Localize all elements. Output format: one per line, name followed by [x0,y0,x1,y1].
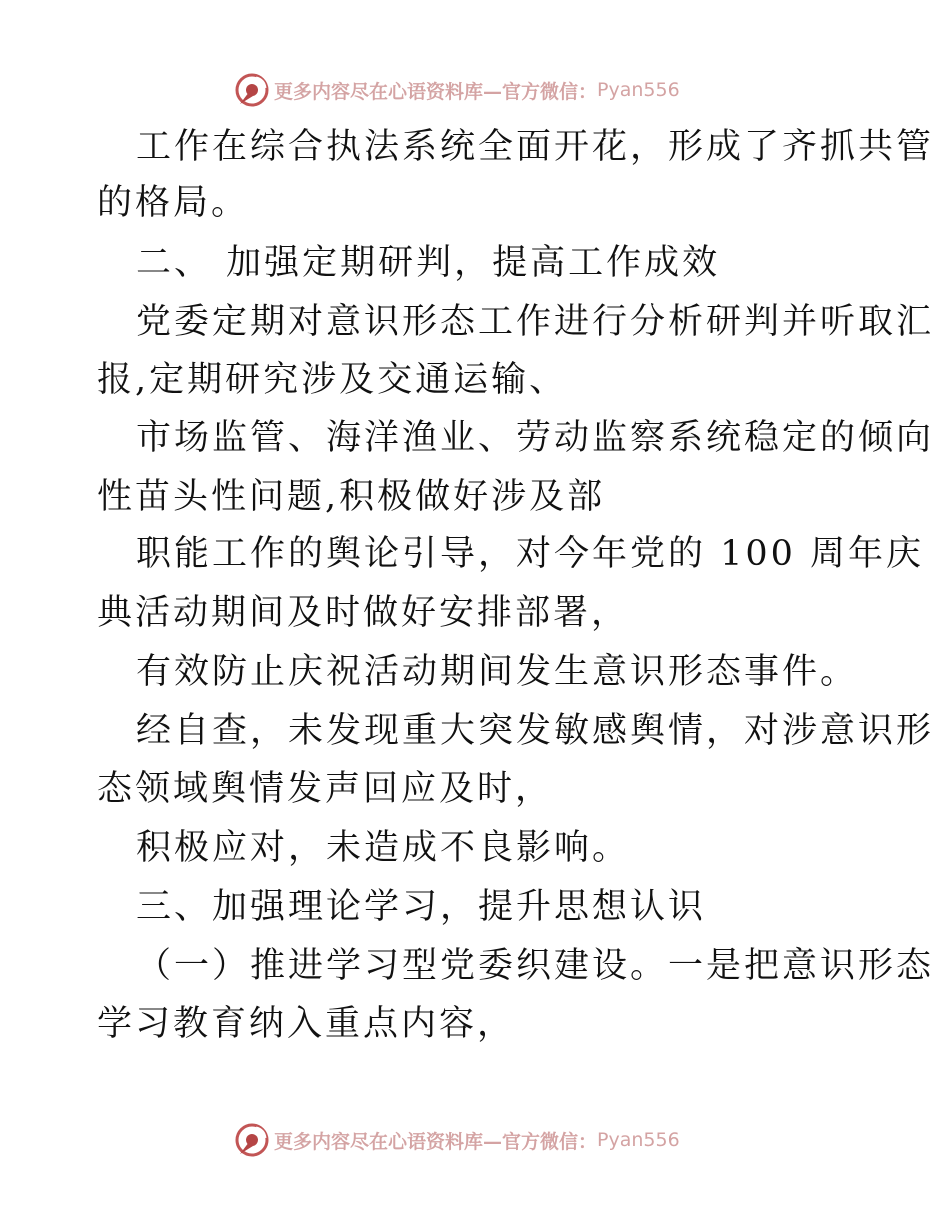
watermark-id: Pyan556 [597,79,680,101]
watermark-id: Pyan556 [597,1129,680,1151]
text-line: 工作在综合执法系统全面开花，形成了齐抓共管 [136,127,935,167]
watermark-footer [234,1120,680,1160]
watermark-header [234,70,680,110]
section-heading: 二、 加强定期研判，提高工作成效 [136,243,721,283]
text-line: 职能工作的舆论引导，对今年党的 100 周年庆 [136,534,925,574]
text-line: 市场监管、海洋渔业、劳动监察系统稳定的倾向 [136,418,935,458]
text-line: 典活动期间及时做好安排部署， [97,593,630,633]
text-line: 态领域舆情发声回应及时， [97,769,554,809]
text-line: 的格局。 [97,183,250,223]
pen-logo-icon [234,1122,270,1158]
text-line: 性苗头性问题,积极做好涉及部 [97,477,606,517]
watermark-text: 更多内容尽在心语资料库—官方微信： [274,1130,598,1153]
text-line: 经自查，未发现重大突发敏感舆情，对涉意识形 [136,711,935,751]
text-line: 党委定期对意识形态工作进行分析研判并听取汇 [136,302,935,342]
text-line: 学习教育纳入重点内容， [97,1004,516,1044]
text-line: 积极应对，未造成不良影响。 [136,828,631,868]
text-line: （一）推进学习型党委织建设。一是把意识形态 [136,946,935,986]
watermark-text: 更多内容尽在心语资料库—官方微信： [274,80,598,103]
text-line: 有效防止庆祝活动期间发生意识形态事件。 [136,652,859,692]
section-heading: 三、加强理论学习，提升思想认识 [136,887,707,927]
text-line: 报,定期研究涉及交通运输、 [97,360,568,400]
pen-logo-icon [234,72,270,108]
